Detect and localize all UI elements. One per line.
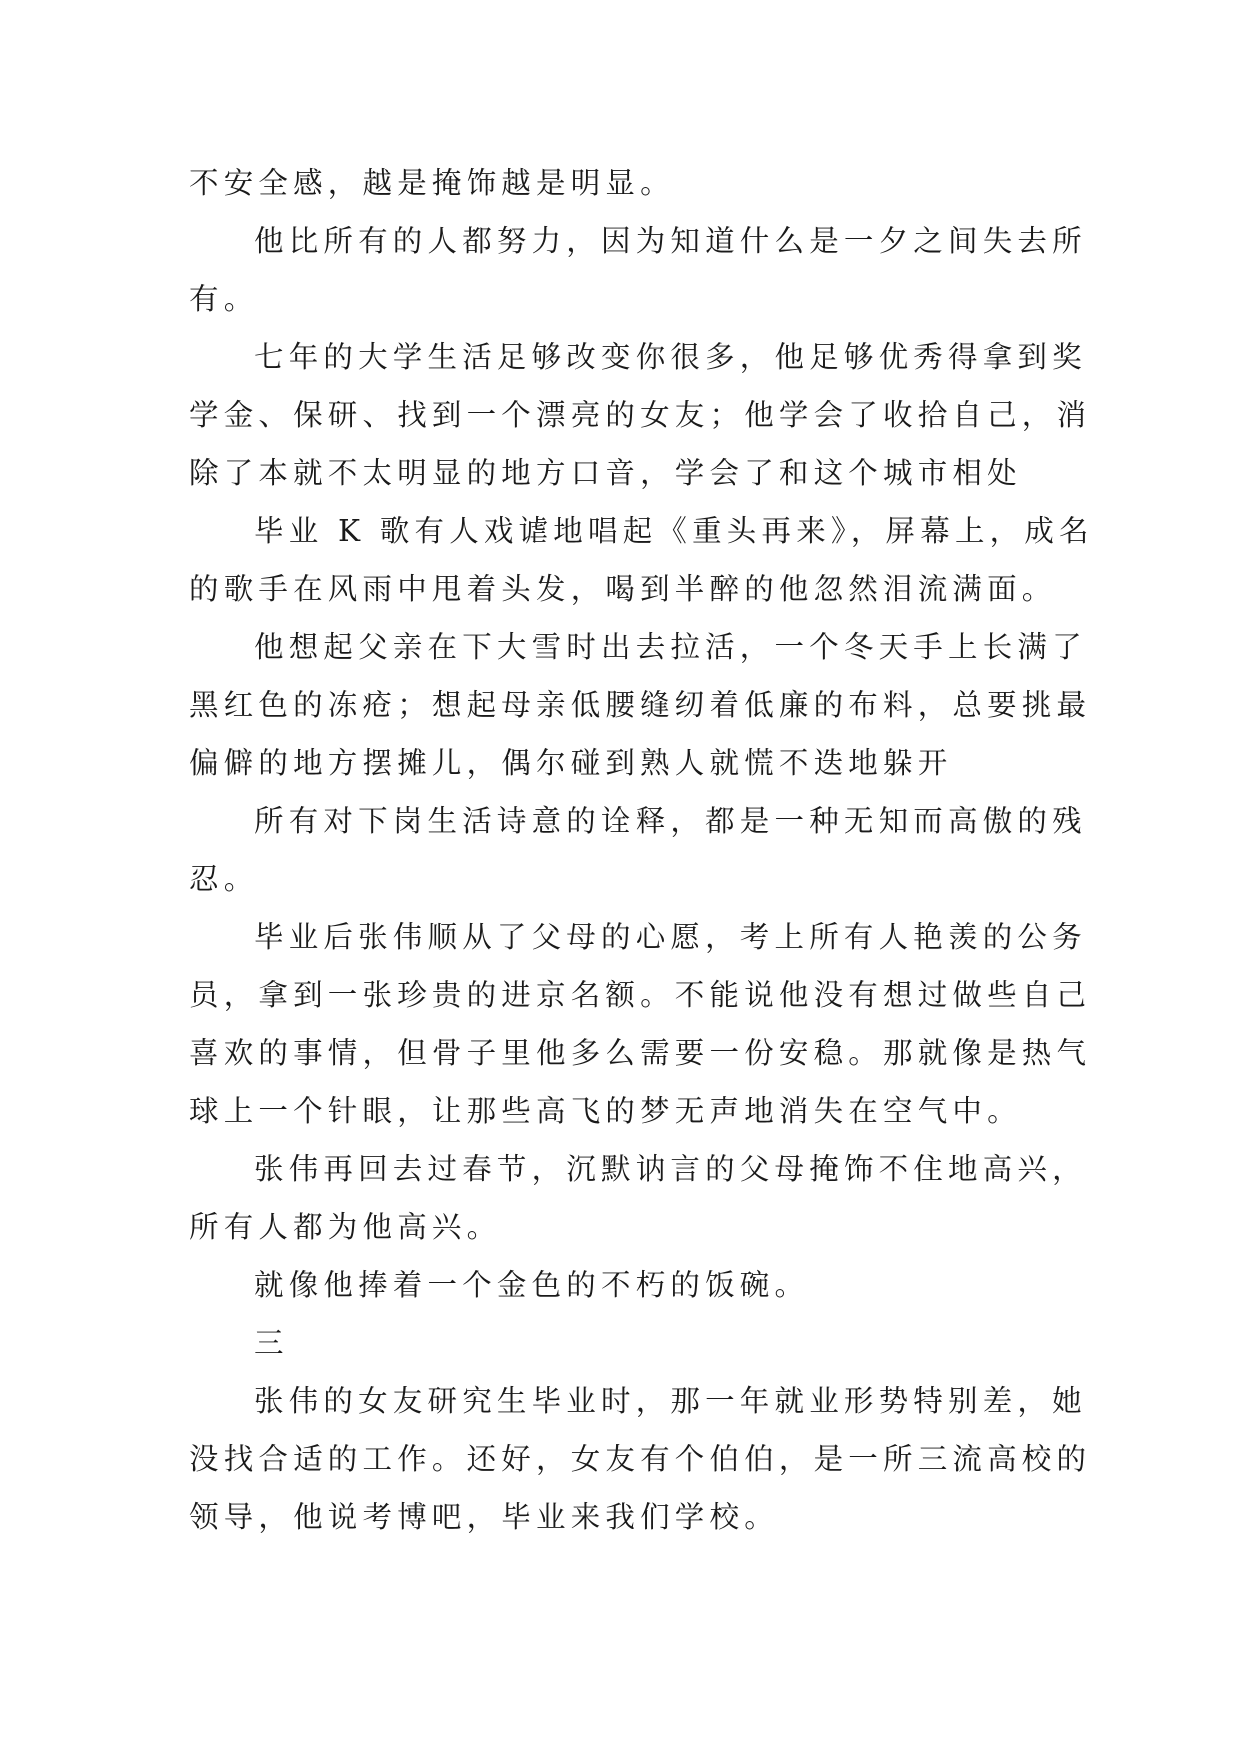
text-line: 不安全感，越是掩饰越是明显。	[189, 166, 675, 200]
text-line: 毕业后张伟顺从了父母的心愿，考上所有人艳羡的公务	[254, 920, 1087, 954]
text-line: 忍。	[189, 862, 259, 896]
text-line: 七年的大学生活足够改变你很多，他足够优秀得拿到奖	[254, 340, 1087, 374]
text-line: 员，拿到一张珍贵的进京名额。不能说他没有想过做些自己	[189, 978, 1092, 1012]
text-line: 所有人都为他高兴。	[189, 1210, 502, 1244]
text-line: 张伟的女友研究生毕业时，那一年就业形势特别差，她	[254, 1384, 1087, 1418]
text-line: 领导，他说考博吧，毕业来我们学校。	[189, 1500, 779, 1534]
text-line: 偏僻的地方摆摊儿，偶尔碰到熟人就慌不迭地躲开	[189, 746, 953, 780]
text-line: 黑红色的冻疮；想起母亲低腰缝纫着低廉的布料，总要挑最	[189, 688, 1092, 722]
text-line: 有。	[189, 282, 259, 316]
text-line: 所有对下岗生活诗意的诠释，都是一种无知而高傲的残	[254, 804, 1087, 838]
text-line: 毕业 K 歌有人戏谑地唱起《重头再来》，屏幕上，成名	[254, 514, 1094, 548]
text-line: 他比所有的人都努力，因为知道什么是一夕之间失去所	[254, 224, 1087, 258]
section-heading: 三	[254, 1326, 289, 1360]
text-line: 张伟再回去过春节，沉默讷言的父母掩饰不住地高兴，	[254, 1152, 1087, 1186]
text-line: 除了本就不太明显的地方口音，学会了和这个城市相处	[189, 456, 1022, 490]
text-line: 的歌手在风雨中甩着头发，喝到半醉的他忽然泪流满面。	[189, 572, 1057, 606]
text-line: 没找合适的工作。还好，女友有个伯伯，是一所三流高校的	[189, 1442, 1092, 1476]
text-line: 球上一个针眼，让那些高飞的梦无声地消失在空气中。	[189, 1094, 1022, 1128]
text-line: 就像他捧着一个金色的不朽的饭碗。	[254, 1268, 810, 1302]
text-line: 喜欢的事情，但骨子里他多么需要一份安稳。那就像是热气	[189, 1036, 1092, 1070]
text-line: 学金、保研、找到一个漂亮的女友；他学会了收拾自己，消	[189, 398, 1092, 432]
text-line: 他想起父亲在下大雪时出去拉活，一个冬天手上长满了	[254, 630, 1087, 664]
